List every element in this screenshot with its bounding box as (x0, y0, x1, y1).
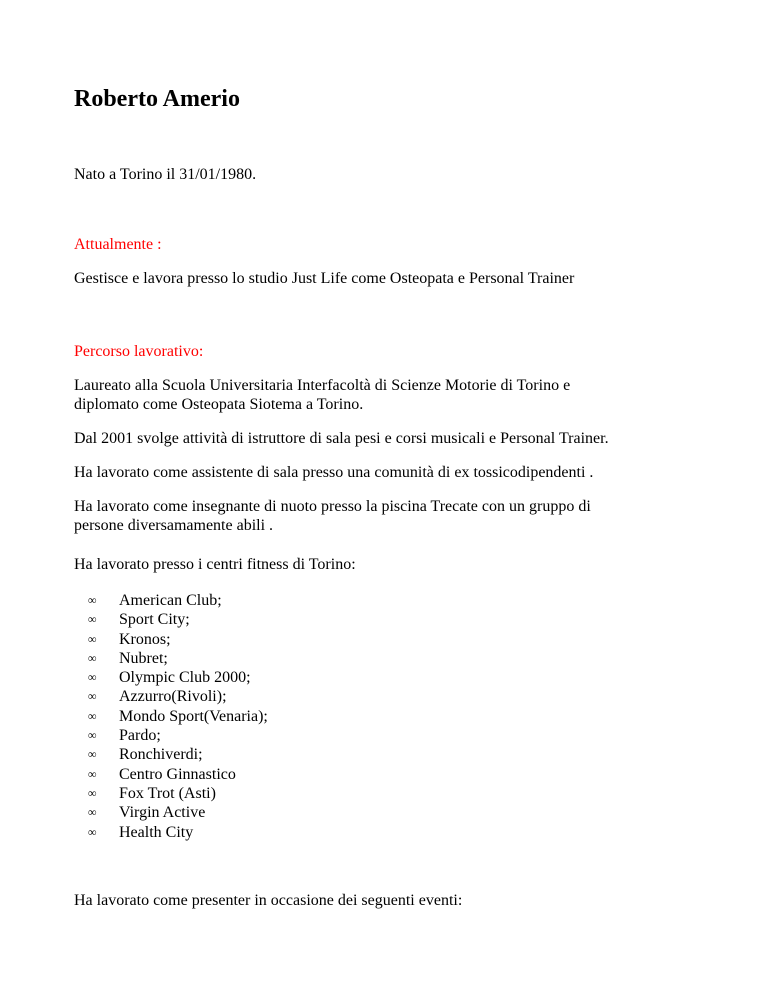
bullet-icon: ∞ (88, 805, 97, 820)
list-item-label: Health City (119, 823, 194, 841)
bullet-icon: ∞ (88, 785, 97, 800)
current-text: Gestisce e lavora presso lo studio Just Life come Osteopata e Personal Trainer (74, 270, 575, 287)
list-item-label: Azzurro(Rivoli); (119, 688, 227, 706)
education-line-2: diplomato come Osteopata Siotema a Torino. (74, 396, 364, 413)
swim-line-1: Ha lavorato come insegnante di nuoto presso la piscina Trecate con un gruppo di (74, 498, 591, 515)
page-title: Roberto Amerio (74, 86, 240, 112)
birth-info: Nato a Torino il 31/01/1980. (74, 166, 257, 183)
list-item-label: Nubret; (119, 649, 168, 667)
bullet-icon: ∞ (88, 728, 97, 743)
swim-line-2: persone diversamamente abili . (74, 517, 274, 534)
list-item-label: Sport City; (119, 611, 190, 629)
bullet-icon: ∞ (88, 670, 97, 685)
list-item-label: Centro Ginnastico (119, 765, 236, 783)
bullet-icon: ∞ (88, 708, 97, 723)
bullet-icon: ∞ (88, 650, 97, 665)
bullet-icon: ∞ (88, 766, 97, 781)
bullet-icon: ∞ (88, 689, 97, 704)
list-item-label: Olympic Club 2000; (119, 669, 251, 687)
since-2001-text: Dal 2001 svolge attività di istruttore di sala pesi e corsi musicali e Personal Trainer. (74, 430, 609, 447)
fitness-intro: Ha lavorato presso i centri fitness di Torino: (74, 556, 356, 573)
list-item-label: Virgin Active (119, 804, 206, 822)
current-heading: Attualmente : (74, 236, 162, 253)
list-item-label: Fox Trot (Asti) (119, 784, 216, 802)
bullet-icon: ∞ (88, 612, 97, 627)
assistant-text: Ha lavorato come assistente di sala presso una comunità di ex tossicodipendenti . (74, 464, 594, 481)
bullet-icon: ∞ (88, 593, 97, 607)
list-item-label: Pardo; (119, 727, 161, 745)
list-item-label: Mondo Sport(Venaria); (119, 707, 268, 725)
career-heading: Percorso lavorativo: (74, 343, 204, 360)
bullet-icon: ∞ (88, 631, 97, 646)
bullet-icon: ∞ (88, 824, 97, 839)
education-line-1: Laureato alla Scuola Universitaria Interfacoltà di Scienze Motorie di Torino e (74, 377, 571, 394)
bullet-icon: ∞ (88, 747, 97, 762)
presenter-text: Ha lavorato come presenter in occasione dei seguenti eventi: (74, 892, 463, 909)
list-item-label: Kronos; (119, 630, 171, 648)
list-item-label: American Club; (119, 592, 222, 609)
list-item-label: Ronchiverdi; (119, 746, 203, 764)
